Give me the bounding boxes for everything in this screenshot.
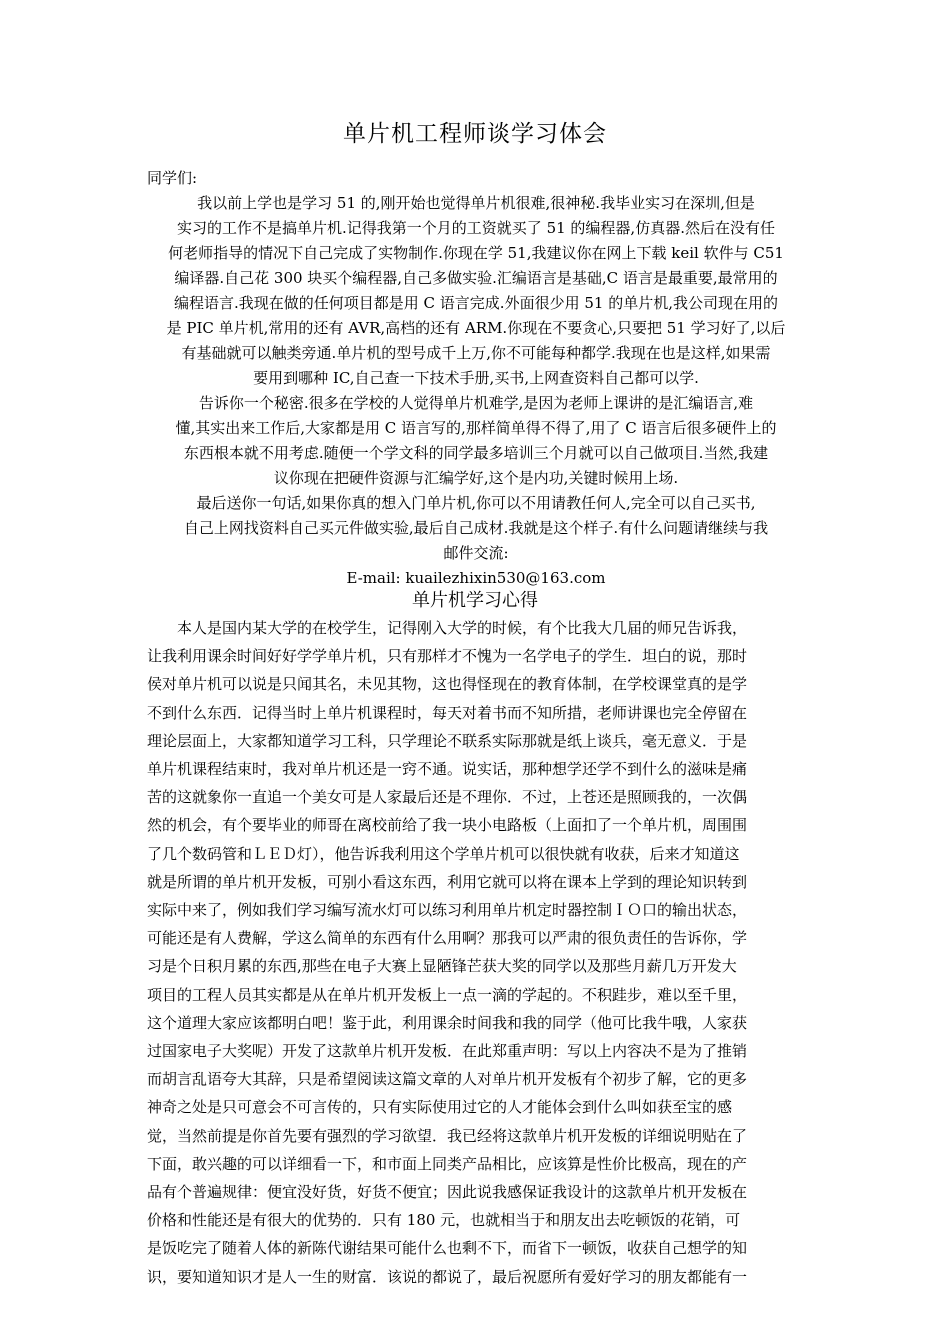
text-line: 有基础就可以触类旁通.单片机的型号成千上万,你不可能每种都学.我现在也是这样,如果需: [181, 344, 771, 362]
text-line: 这个道理大家应该都明白吧！鉴于此，利用课余时间我和我的同学（他可比我牛哦，人家获: [147, 1013, 748, 1032]
document-title: 单片机工程师谈学习体会: [343, 121, 607, 147]
paragraph-2: [147, 391, 805, 491]
text-line: 习是个日积月累的东西,那些在电子大赛上显陋锋芒获大奖的同学以及那些月薪几万开发大: [147, 957, 737, 976]
text-line: 项目的工程人员其实都是从在单片机开发板上一点一滴的学起的。不积跬步，难以至千里，: [147, 985, 748, 1004]
text-line: 识，要知道知识才是人一生的财富．该说的都说了，最后祝愿所有爱好学习的朋友都能有一: [147, 1267, 748, 1286]
text-line: 苦的这就象你一直追一个美女可是人家最后还是不理你．不过，上苍还是照顾我的，一次偶: [147, 788, 748, 807]
letter-section: [147, 166, 805, 591]
text-line: 觉，当然前提是你首先要有强烈的学习欲望．我已经将这款单片机开发板的详细说明贴在了: [147, 1126, 748, 1145]
text-line: 要用到哪种 IC,自己查一下技术手册,买书,上网查资料自己都可以学.: [253, 369, 699, 387]
email-line: E-mail: kuailezhixin530@163.com: [346, 569, 606, 587]
text-line: 而胡言乱语夸大其辞，只是希望阅读这篇文章的人对单片机开发板有个初步了解，它的更多: [147, 1070, 748, 1089]
text-line: 是 PIC 单片机,常用的还有 AVR,高档的还有 ARM.你现在不要贪心,只要把 51 学习好了,以后: [166, 319, 786, 337]
paragraph-1: [147, 191, 805, 391]
text-line: 我以前上学也是学习 51 的,刚开始也觉得单片机很难,很神秘.我毕业实习在深圳,但是: [197, 194, 755, 212]
text-line: 神奇之处是只可意会不可言传的，只有实际使用过它的人才能体会到什么叫如获至宝的感: [147, 1098, 733, 1117]
section-subtitle: 单片机学习心得: [412, 590, 538, 611]
text-line: 最后送你一句话,如果你真的想入门单片机,你可以不用请教任何人,完全可以自己买书,: [196, 494, 756, 512]
greeting: 同学们:: [147, 169, 198, 187]
text-line: 过国家电子大奖呢）开发了这款单片机开发板．在此郑重声明：写以上内容决不是为了推销: [147, 1042, 748, 1061]
text-line: 邮件交流:: [443, 544, 509, 562]
text-line: 编程语言.我现在做的任何项目都是用 C 语言完成.外面很少用 51 的单片机,我公司现在用的: [174, 294, 778, 312]
text-line: 懂,其实出来工作后,大家都是用 C 语言写的,那样简单得不得了,用了 C 语言后很多硬件上的: [175, 419, 777, 437]
text-line: 理论层面上，大家都知道学习工科，只学理论不联系实际那就是纸上谈兵，毫无意义．于是: [147, 731, 748, 750]
text-line: 自己上网找资料自己买元件做实验,最后自己成材.我就是这个样子.有什么问题请继续与我: [183, 519, 769, 537]
text-line: 就是所谓的单片机开发板，可别小看这东西，利用它就可以将在课本上学到的理论知识转到: [147, 872, 748, 891]
text-line: 何老师指导的情况下自己完成了实物制作.你现在学 51,我建议你在网上下载 keil 软件与 C51: [168, 244, 784, 262]
text-line: 价格和性能还是有很大的优势的．只有 180 元，也就相当于和朋友出去吃顿饭的花销，可: [147, 1211, 741, 1230]
text-line: 不到什么东西．记得当时上单片机课程时，每天对着书而不知所措，老师讲课也完全停留在: [147, 703, 748, 722]
text-line: 实际中来了，例如我们学习编写流水灯可以练习利用单片机定时器控制ＩＯ口的输出状态，: [147, 901, 748, 920]
text-line: 了几个数码管和ＬＥＤ灯），他告诉我利用这个学单片机可以很快就有收获，后来才知道这: [147, 844, 740, 863]
paragraph-3: [147, 491, 805, 566]
text-line: 议你现在把硬件资源与汇编学好,这个是内功,关键时候用上场.: [273, 469, 679, 487]
text-line: 编译器.自己花 300 块买个编程器,自己多做实验.汇编语言是基础,C 语言是最重要,最常用的: [174, 269, 778, 287]
text-line: 本人是国内某大学的在校学生，记得刚入大学的时候，有个比我大几届的师兄告诉我，: [177, 619, 748, 637]
text-line: 品有个普遍规律：便宜没好货，好货不便宜；因此说我感保证我设计的这款单片机开发板在: [147, 1183, 748, 1202]
text-line: 单片机课程结束时，我对单片机还是一窍不通。说实话，那种想学还学不到什么的滋味是痛: [147, 760, 748, 779]
text-line: 然的机会，有个要毕业的师哥在离校前给了我一块小电路板（上面扣了一个单片机，周围围: [147, 816, 748, 835]
text-line: 实习的工作不是搞单片机.记得我第一个月的工资就买了 51 的编程器,仿真器.然后在没有任: [177, 219, 775, 237]
text-line: 告诉你一个秘密.很多在学校的人觉得单片机难学,是因为老师上课讲的是汇编语言,难: [198, 394, 754, 412]
text-line: 是饭吃完了随着人体的新陈代谢结果可能什么也剩不下，而省下一顿饭，收获自己想学的知: [147, 1239, 748, 1258]
text-line: 让我利用课余时间好好学学单片机，只有那样才不愧为一名学电子的学生．坦白的说，那时: [147, 647, 748, 666]
text-line: 东西根本就不用考虑.随便一个学文科的同学最多培训三个月就可以自己做项目.当然,我建: [183, 444, 769, 462]
text-line: 下面，敢兴趣的可以详细看一下，和市面上同类产品相比，应该算是性价比极高，现在的产: [147, 1154, 748, 1173]
text-line: 可能还是有人费解，学这么简单的东西有什么用啊？那我可以严肃的很负责任的告诉你，学: [147, 929, 748, 948]
paragraph-4: [147, 614, 807, 1291]
text-line: 侯对单片机可以说是只闻其名，未见其物，这也得怪现在的教育体制，在学校课堂真的是学: [147, 675, 748, 694]
